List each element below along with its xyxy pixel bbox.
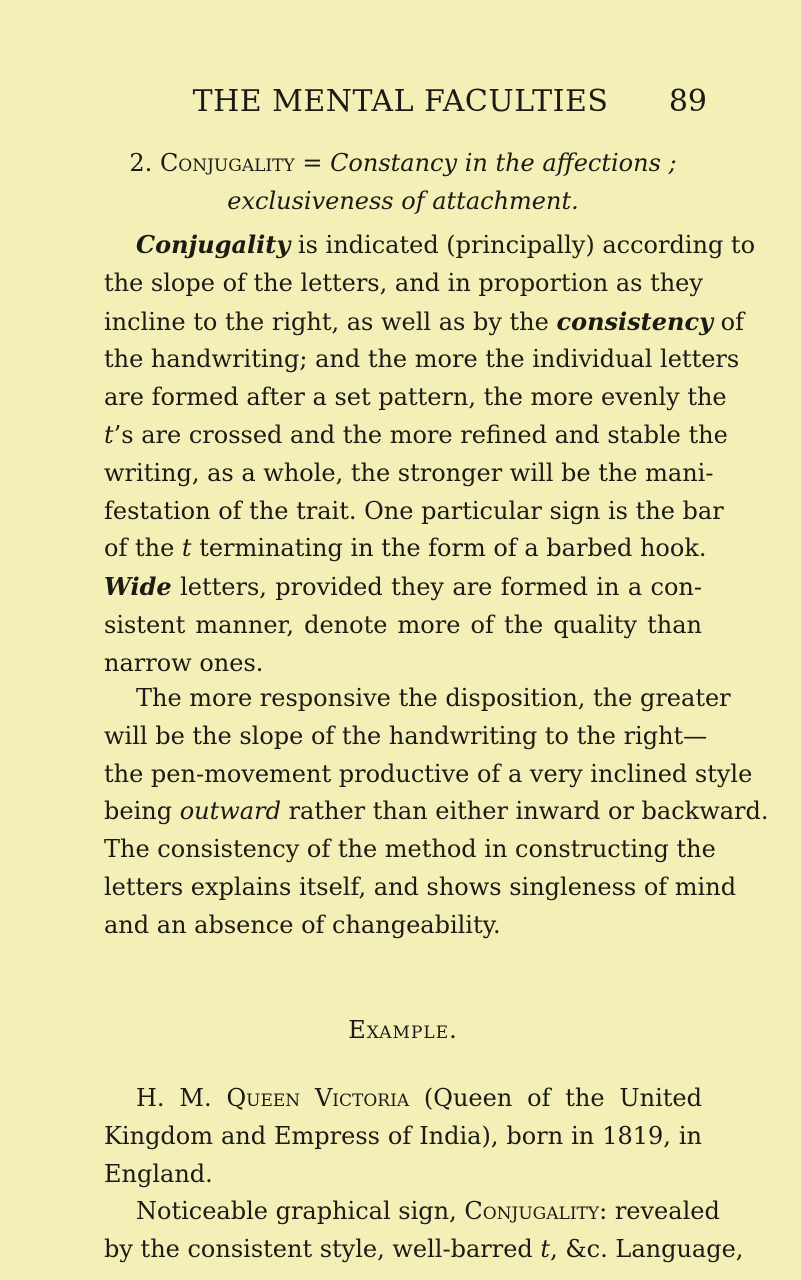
p2-line-1: The more responsive the disposition, the greater (136, 684, 731, 712)
p1-line-9: of the t terminating in the form of a barbed hook. (104, 534, 707, 563)
example-body (104, 1080, 744, 1269)
example-line-4: Noticeable graphical sign, Conjugality: revealed (136, 1197, 720, 1226)
heading-definition-2: exclusiveness of attachment. (227, 186, 579, 215)
p1-line-4: the handwriting; and the more the individual letters (104, 345, 740, 374)
p1-line-11: sistent manner, denote more of the quality than (104, 610, 702, 639)
p2-line-6: letters explains itself, and shows singleness of mind (104, 872, 737, 901)
p1-line-7: writing, as a whole, the stronger will be the mani- (104, 458, 714, 487)
paragraph-2 (104, 680, 769, 945)
example-line-5: by the consistent style, well-barred t, &c. Language, (104, 1235, 744, 1264)
p1-line-10: Wide letters, provided they are formed in a con- (104, 572, 702, 602)
p2-line-5: The consistency of the method in constructing the (104, 835, 716, 864)
section-heading (104, 145, 702, 221)
heading-number: 2. (129, 149, 153, 177)
heading-term: Conjugality (159, 149, 295, 177)
paragraph-1 (104, 226, 756, 683)
heading-equals: = (294, 149, 331, 177)
p1-line-3: incline to the right, as well as by the consistency of (104, 306, 745, 336)
example-line-3: England. (104, 1159, 213, 1188)
p2-line-2: will be the slope of the handwriting to the right— (104, 721, 708, 750)
p1-line-5: are formed after a set pattern, the more evenly the (104, 383, 727, 412)
example-line-2: Kingdom and Empress of India), born in 1819, in (104, 1121, 702, 1150)
example-line-1: H. M. Queen Victoria (Queen of the United (136, 1084, 702, 1112)
p1-line-2: the slope of the letters, and in proportion as they (104, 268, 703, 297)
p1-line-8: festation of the trait. One particular sign is the bar (104, 496, 724, 525)
p1-line-1: Conjugality is indicated (principally) according to (136, 230, 756, 259)
p1-line-6: t’s are crossed and the more refined and stable the (104, 420, 728, 449)
heading-line-1 (104, 145, 702, 183)
p2-line-3: the pen-movement productive of a very inclined style (104, 759, 753, 788)
heading-definition-1: Constancy in the affections ; (330, 149, 677, 177)
p2-line-4: being outward rather than either inward or backward. (104, 797, 769, 826)
p1-line-12: narrow ones. (104, 648, 264, 677)
p2-line-7: and an absence of changeability. (104, 910, 501, 939)
example-heading: Example. (348, 1016, 458, 1044)
page-number: 89 (668, 84, 707, 119)
running-header: THE MENTAL FACULTIES (192, 84, 609, 119)
